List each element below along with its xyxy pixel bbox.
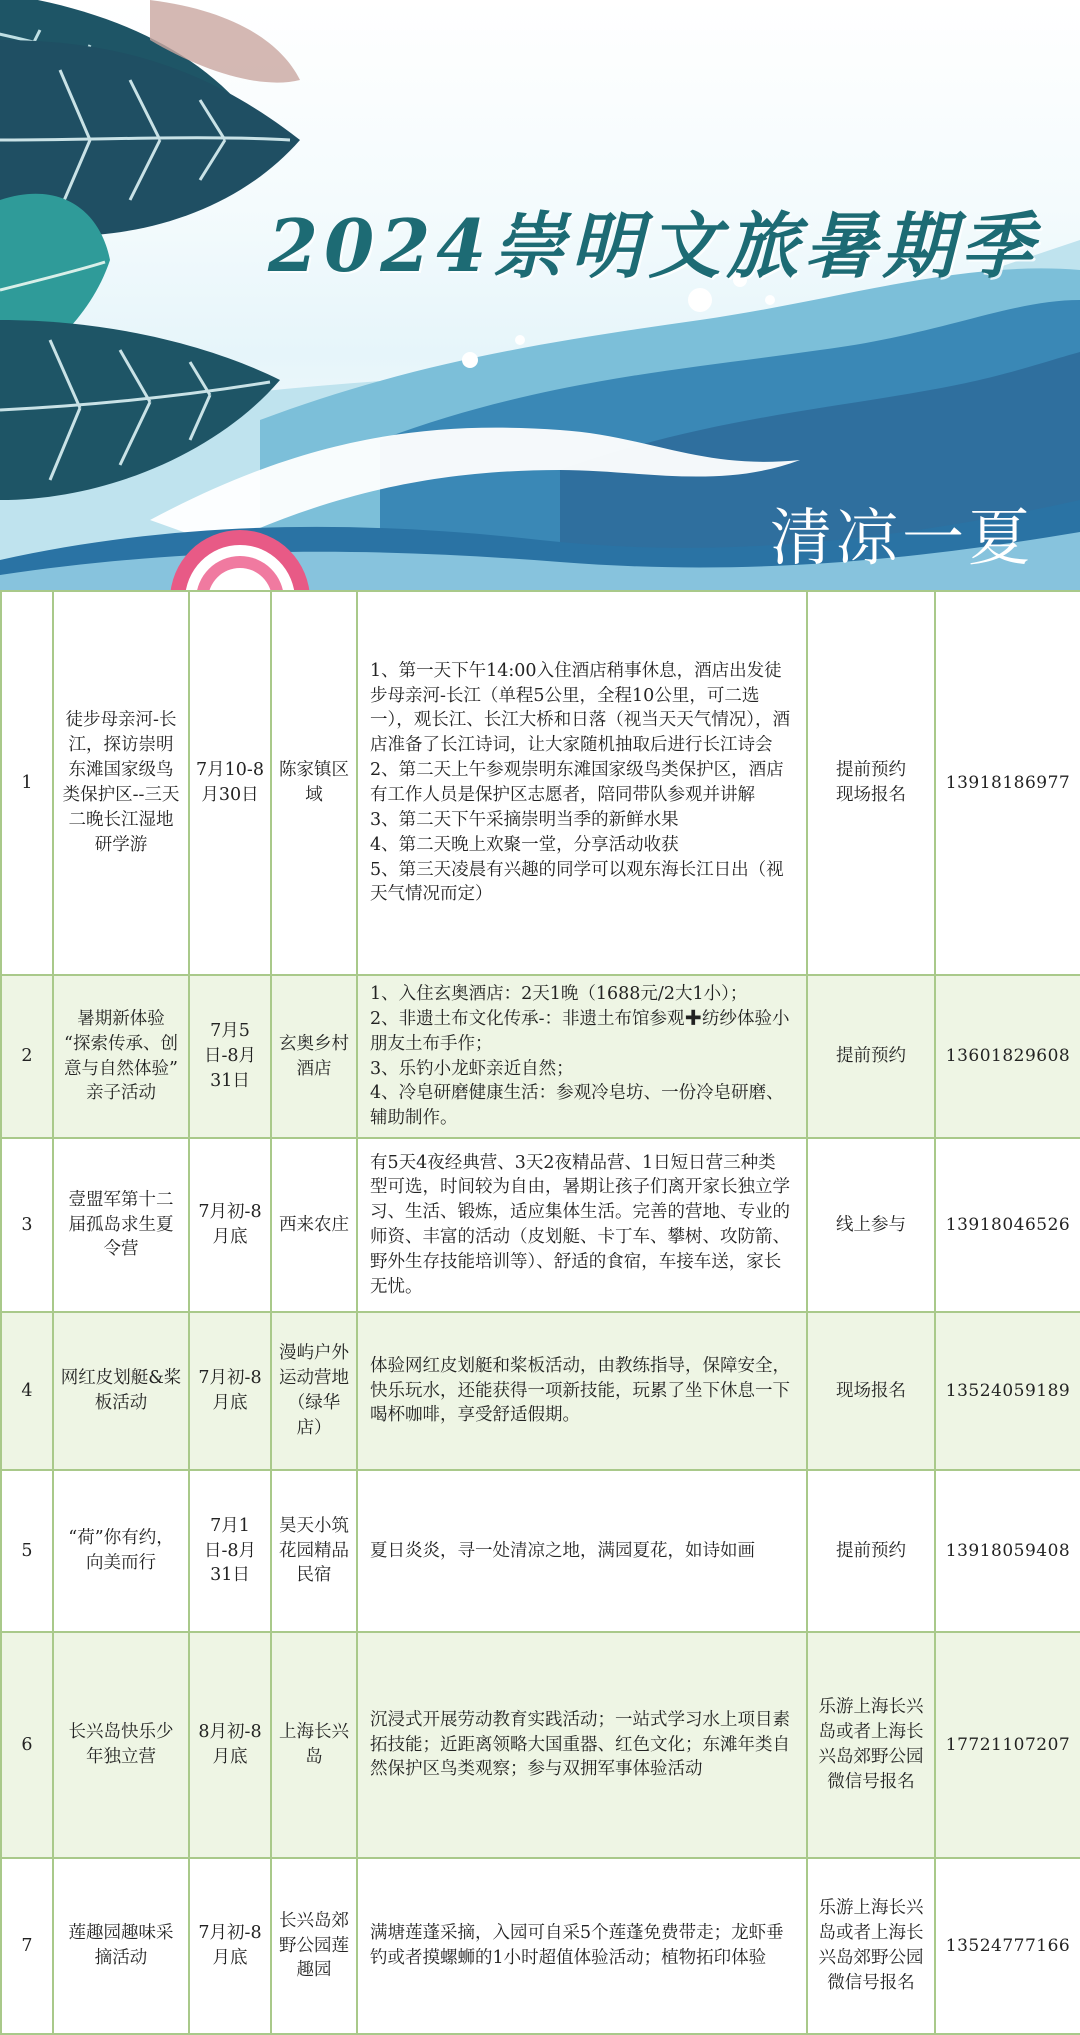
event-date: 7月10-8月30日: [189, 591, 271, 975]
event-number: 3: [1, 1138, 53, 1312]
description-line: 4、冷皂研磨健康生活：参观冷皂坊、一份冷皂研磨、辅助制作。: [370, 1083, 784, 1129]
description-line: 2、非遗土布文化传承-：非遗土布馆参观✚纺纱体验小朋友土布手作；: [370, 1008, 790, 1054]
events-table: [0, 590, 1080, 2035]
table-row: [1, 1312, 1080, 1470]
event-location: 长兴岛郊野公园莲趣园: [271, 1858, 357, 2034]
foam-dot: [462, 352, 478, 368]
event-name: 壹盟军第十二届孤岛求生夏令营: [53, 1138, 189, 1312]
event-signup: 乐游上海长兴岛或者上海长兴岛郊野公园微信号报名: [807, 1632, 935, 1858]
event-name: 徒步母亲河-长江，探访崇明东滩国家级鸟类保护区--三天二晚长江湿地研学游: [53, 591, 189, 975]
description-line: 满塘莲蓬采摘，入园可自采5个莲蓬免费带走；龙虾垂钓或者摸螺蛳的1小时超值体验活动；植物拓印体验: [370, 1923, 784, 1969]
event-name: 网红皮划艇&桨板活动: [53, 1312, 189, 1470]
description-line: 夏日炎炎，寻一处清凉之地，满园夏花，如诗如画: [370, 1540, 755, 1561]
description-line: 2、第二天上午参观崇明东滩国家级鸟类保护区，酒店有工作人员是保护区志愿者，陪同带队参观并讲解: [370, 760, 784, 805]
event-signup: 提前预约: [807, 975, 935, 1138]
event-phone: 17721107207: [935, 1632, 1080, 1858]
event-number: 5: [1, 1470, 53, 1632]
table-row: [1, 591, 1080, 975]
event-description: [357, 1470, 807, 1632]
event-phone: 13918186977: [935, 591, 1080, 975]
event-phone: 13918046526: [935, 1138, 1080, 1312]
event-date: 7月初-8月底: [189, 1312, 271, 1470]
event-description: [357, 591, 807, 975]
event-number: 1: [1, 591, 53, 975]
event-signup: 乐游上海长兴岛或者上海长兴岛郊野公园微信号报名: [807, 1858, 935, 2034]
event-phone: 13601829608: [935, 975, 1080, 1138]
event-number: 2: [1, 975, 53, 1138]
event-number: 6: [1, 1632, 53, 1858]
page-title: 2024崇明文旅暑期季: [268, 203, 1039, 288]
foam-dot: [515, 335, 525, 345]
event-signup: 提前预约 现场报名: [807, 591, 935, 975]
event-signup: 提前预约: [807, 1470, 935, 1632]
event-description: [357, 1312, 807, 1470]
event-name: 暑期新体验 “探索传承、创意与自然体验” 亲子活动: [53, 975, 189, 1138]
event-location: 玄奥乡村酒店: [271, 975, 357, 1138]
event-name: 长兴岛快乐少年独立营: [53, 1632, 189, 1858]
table-row: [1, 975, 1080, 1138]
event-date: 8月初-8月底: [189, 1632, 271, 1858]
event-location: 上海长兴岛: [271, 1632, 357, 1858]
event-location: 西来农庄: [271, 1138, 357, 1312]
table-row: [1, 1632, 1080, 1858]
event-date: 7月5日-8月31日: [189, 975, 271, 1138]
event-date: 7月1日-8月31日: [189, 1470, 271, 1632]
event-phone: 13918059408: [935, 1470, 1080, 1632]
description-line: 体验网红皮划艇和桨板活动，由教练指导，保障安全，快乐玩水，还能获得一项新技能，玩累了坐下休息一下喝杯咖啡，享受舒适假期。: [370, 1355, 790, 1426]
description-line: 3、乐钓小龙虾亲近自然；: [370, 1058, 574, 1079]
event-location: 昊天小筑花园精品民宿: [271, 1470, 357, 1632]
event-signup: 线上参与: [807, 1138, 935, 1312]
foam-dot: [765, 295, 775, 305]
event-location: 漫屿户外运动营地（绿华店）: [271, 1312, 357, 1470]
event-date: 7月初-8月底: [189, 1858, 271, 2034]
event-location: 陈家镇区域: [271, 591, 357, 975]
description-line: 有5天4夜经典营、3天2夜精品营、1日短日营三种类型可选，时间较为自由，暑期让孩子们离开家长独立学习、生活、锻炼，适应集体生活。完善的营地、专业的师资、丰富的活动（皮划艇、卡丁车、攀树、攻防箭、野外生存技能培训等）、舒适的食宿，车接车送，家长无忧。: [370, 1152, 790, 1297]
description-line: 沉浸式开展劳动教育实践活动；一站式学习水上项目素拓技能；近距离领略大国重器、红色文化；东滩年类自然保护区鸟类观察；参与双拥军事体验活动: [370, 1709, 790, 1780]
table-row: [1, 1858, 1080, 2034]
table-row: [1, 1470, 1080, 1632]
page-subtitle: 清凉一夏: [770, 501, 1035, 574]
event-phone: 13524059189: [935, 1312, 1080, 1470]
event-date: 7月初-8月底: [189, 1138, 271, 1312]
table-row: [1, 1138, 1080, 1312]
description-line: 1、入住玄奥酒店：2天1晚（1688元/2大1小）；: [370, 984, 748, 1004]
event-phone: 13524777166: [935, 1858, 1080, 2034]
event-description: [357, 975, 807, 1138]
event-description: [357, 1632, 807, 1858]
event-description: [357, 1138, 807, 1312]
event-description: [357, 1858, 807, 2034]
description-line: 1、第一天下午14:00入住酒店稍事休息，酒店出发徒步母亲河-长江（单程5公里，全程10公里，可二选一），观长江、长江大桥和日落（视当天天气情况），酒店准备了长江诗词，让大家随机抽取后进行长江诗会: [370, 660, 790, 756]
event-signup: 现场报名: [807, 1312, 935, 1470]
event-number: 4: [1, 1312, 53, 1470]
description-line: 3、第二天下午采摘崇明当季的新鲜水果: [370, 809, 679, 830]
description-line: 4、第二天晚上欢聚一堂，分享活动收获: [370, 834, 679, 855]
event-number: 7: [1, 1858, 53, 2034]
event-name: 莲趣园趣味采摘活动: [53, 1858, 189, 2034]
description-line: 5、第三天凌晨有兴趣的同学可以观东海长江日出（视天气情况而定）: [370, 859, 784, 905]
event-name: “荷”你有约，向美而行: [53, 1470, 189, 1632]
header-banner: [0, 0, 1080, 590]
